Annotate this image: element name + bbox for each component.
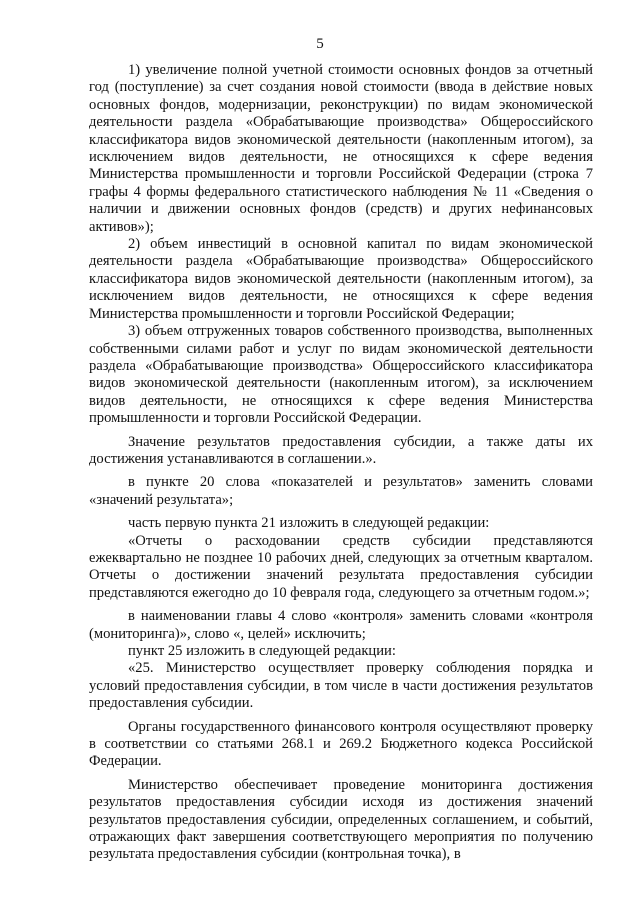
paragraph-amend-chapter-4: в наименовании главы 4 слово «контроля» заменить словами «контроля (мониторинга)», слово «, целей» исключить; [89, 608, 593, 642]
document-body [89, 62, 593, 864]
paragraph-amend-point-20: в пункте 20 слова «показателей и результатов» заменить словами «значений результата»; [89, 474, 593, 508]
page-number: 5 [316, 36, 324, 52]
paragraph-point-25-text: «25. Министерство осуществляет проверку соблюдения порядка и условий предоставления субсидии, в том числе в части достижения результатов предоставления субсидии. [89, 660, 593, 712]
paragraph-indicator-3: 3) объем отгруженных товаров собственного производства, выполненных собственными силами работ и услуг по видам экономической деятельности раздела «Обрабатывающие производства» Общероссийского классификатора видов экономической деятельности (накопленным итогом), за исключением видов деятельности, не относящихся к сфере ведения Министерства промышленности и торговли Российской Федерации. [89, 323, 593, 427]
paragraph-financial-control: Органы государственного финансового контроля осуществляют проверку в соответствии со статьями 268.1 и 269.2 Бюджетного кодекса Российской Федерации. [89, 718, 593, 770]
paragraph-reports: «Отчеты о расходовании средств субсидии представляются ежеквартально не позднее 10 рабочих дней, следующих за отчетным кварталом. Отчеты о достижении значений результата предоставления субсидии представляются ежегодно до 10 февраля года, следующего за отчетным годом.»; [89, 532, 593, 601]
paragraph-amend-point-21: часть первую пункта 21 изложить в следующей редакции: [128, 515, 490, 532]
paragraph-results-agreement: Значение результатов предоставления субсидии, а также даты их достижения устанавливаются в соглашении.». [89, 433, 593, 467]
paragraph-indicator-2: 2) объем инвестиций в основной капитал по видам экономической деятельности раздела «Обрабатывающие производства» Общероссийского классификатора видов экономической деятельности (накопленным итогом), за исключением видов деятельности, не относящихся к сфере ведения Министерства промышленности и торговли Российской Федерации; [89, 236, 593, 322]
paragraph-monitoring: Министерство обеспечивает проведение мониторинга достижения результатов предоставления субсидии исходя из достижения значений результатов предоставления субсидии, определенных соглашением, и событий, отражающих факт завершения соответствующего мероприятия по получению результата предоставления субсидии (контрольная точка), в [89, 776, 593, 863]
paragraph-amend-point-25: пункт 25 изложить в следующей редакции: [128, 643, 396, 659]
paragraph-indicator-1: 1) увеличение полной учетной стоимости основных фондов за отчетный год (поступление) за счет создания новой стоимости (ввода в действие новых основных фондов, модернизации, реконструкции) по видам экономической деятельности раздела «Обрабатывающие производства» Общероссийского классификатора видов экономической деятельности (накопленным итогом), за исключением видов деятельности, не относящихся к сфере ведения Министерства промышленности и торговли Российской Федерации (строка 7 графы 4 формы федерального статистического наблюдения № 11 «Сведения о наличии и движении основных фондов (средств) и других нефинансовых активов»); [89, 62, 593, 235]
